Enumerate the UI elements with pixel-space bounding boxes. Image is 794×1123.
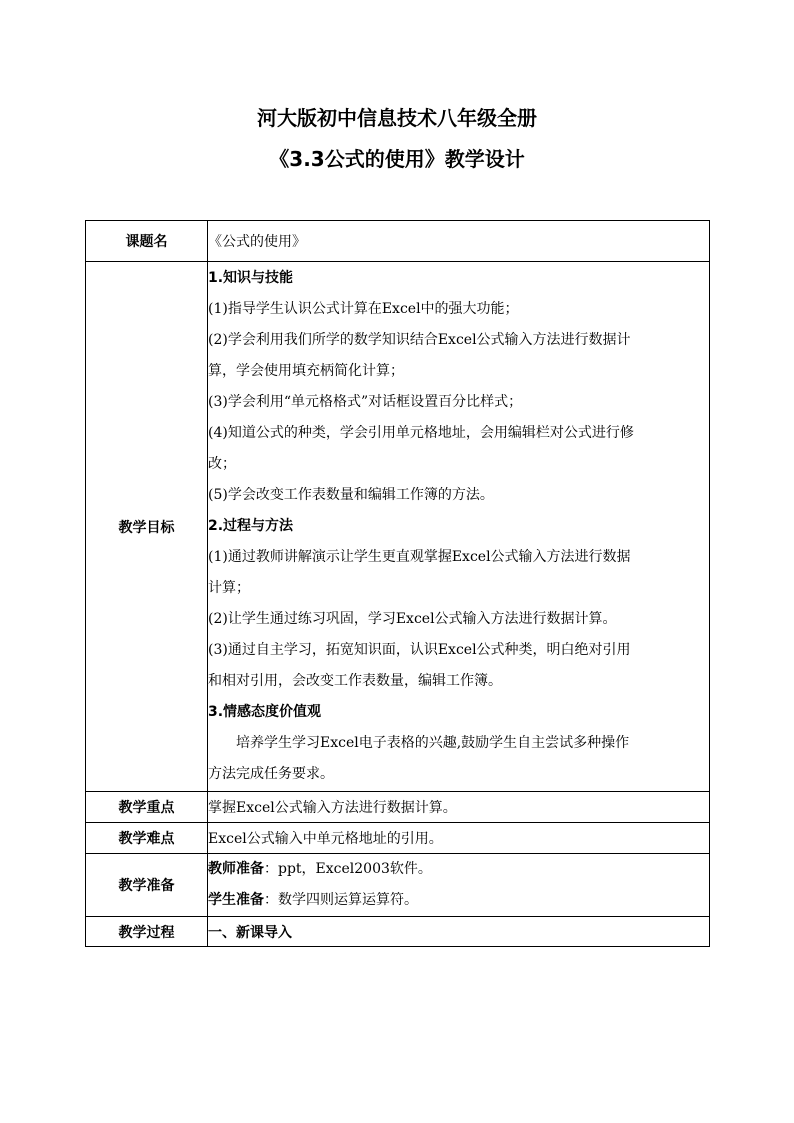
objective-item: (2)学会利用我们所学的数学知识结合Excel公式输入方法进行数据计 — [208, 332, 631, 348]
objective-section-heading: 2.过程与方法 — [208, 518, 294, 534]
table-row-objectives — [86, 262, 710, 792]
document-subtitle: 《3.3公式的使用》教学设计 — [269, 147, 525, 171]
objective-item: 培养学生学习Excel电子表格的兴趣,鼓励学生自主尝试多种操作 — [236, 735, 630, 751]
label-topic: 课题名 — [86, 221, 208, 262]
table-row-topic — [86, 221, 710, 262]
lesson-plan-table — [85, 220, 710, 947]
table-row-process — [86, 917, 710, 947]
teacher-prep-value: ：ppt，Excel2003软件。 — [264, 861, 432, 877]
value-key-points: 掌握Excel公式输入方法进行数据计算。 — [208, 792, 710, 823]
objective-item: 计算； — [208, 580, 250, 596]
objective-item: 方法完成任务要求。 — [208, 766, 334, 782]
objective-section-heading: 3.情感态度价值观 — [208, 704, 322, 720]
objective-item: 算，学会使用填充柄简化计算； — [208, 363, 404, 379]
objective-item: (1)指导学生认识公式计算在Excel中的强大功能； — [208, 301, 519, 317]
value-process: 一、新课导入 — [208, 917, 710, 947]
label-preparation: 教学准备 — [86, 854, 208, 917]
objective-item: (1)通过教师讲解演示让学生更直观掌握Excel公式输入方法进行数据 — [208, 549, 631, 565]
objective-section-heading: 1.知识与技能 — [208, 270, 294, 286]
table-row-key-points — [86, 792, 710, 823]
teacher-prep-label: 教师准备 — [208, 861, 264, 877]
student-prep-label: 学生准备 — [208, 892, 264, 908]
objective-item: 和相对引用，会改变工作表数量，编辑工作簿。 — [208, 673, 502, 689]
value-objectives — [208, 262, 710, 792]
student-prep-value: ：数学四则运算运算符。 — [264, 892, 418, 908]
objective-item: (4)知道公式的种类，学会引用单元格地址，会用编辑栏对公式进行修 — [208, 425, 634, 441]
preparation-teacher — [208, 854, 709, 885]
value-preparation — [208, 854, 710, 917]
preparation-student — [208, 885, 709, 916]
value-difficulties: Excel公式输入中单元格地址的引用。 — [208, 823, 710, 854]
objective-item: 改； — [208, 456, 236, 472]
label-difficulties: 教学难点 — [86, 823, 208, 854]
objective-item: (3)学会利用“单元格格式”对话框设置百分比样式； — [208, 394, 523, 410]
label-key-points: 教学重点 — [86, 792, 208, 823]
document-title: 河大版初中信息技术八年级全册 — [257, 106, 537, 130]
table-row-difficulties — [86, 823, 710, 854]
label-process: 教学过程 — [86, 917, 208, 947]
objective-item: (5)学会改变工作表数量和编辑工作簿的方法。 — [208, 487, 494, 503]
objective-item: (3)通过自主学习，拓宽知识面，认识Excel公式种类，明白绝对引用 — [208, 642, 631, 658]
label-objectives: 教学目标 — [86, 262, 208, 792]
value-topic: 《公式的使用》 — [208, 221, 710, 262]
objective-item: (2)让学生通过练习巩固，学习Excel公式输入方法进行数据计算。 — [208, 611, 617, 627]
table-row-preparation — [86, 854, 710, 917]
